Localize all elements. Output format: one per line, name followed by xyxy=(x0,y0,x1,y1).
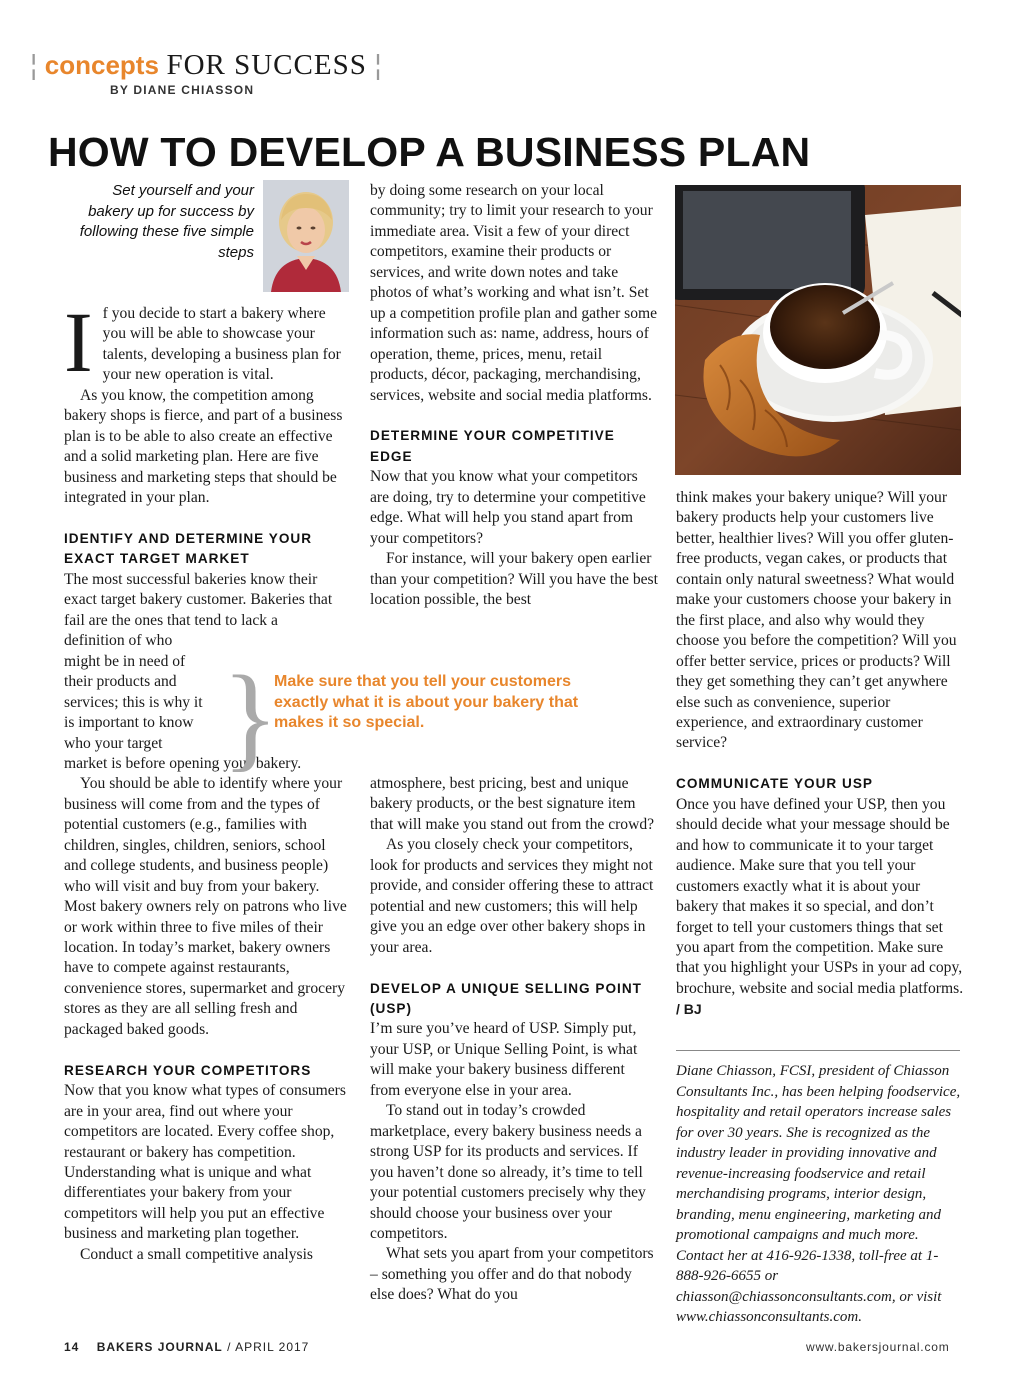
body-paragraph: Once you have defined your USP, then you should decide what your message should be and how to communicate it to your target audience. Make sure that you tell your customers exactly what it is about your bakery that makes it so special, and don’t forget to tell your customers things that set you apart from the competition. Make sure that you highlight your USPs in your ad copy, brochure, website and social media platforms. / BJ xyxy=(676,795,964,1018)
headline: HOW TO DEVELOP A BUSINESS PLAN xyxy=(48,129,811,175)
author-portrait xyxy=(263,180,349,292)
drop-cap: I xyxy=(64,294,93,390)
byline: BY DIANE CHIASSON xyxy=(110,83,255,97)
column-3 xyxy=(676,488,964,1021)
body-paragraph: Now that you know what types of consumers are in your area, find out where your competitors are located. Every coffee shop, restaurant or bakery has competition. Understanding what is unique and what differentiates your bakery from your competitors will help you put an effective business and marketing plan together. xyxy=(64,1082,346,1243)
body-paragraph: For instance, will your bakery open earlier than your competition? Will you have the best location possible, the best xyxy=(370,550,658,609)
subhead-research-competitors: RESEARCH YOUR COMPETITORS xyxy=(64,1062,312,1078)
body-paragraph: Now that you know what your competitors are doing, try to determine your competitive edge. What will help you stand apart from your competitors? xyxy=(370,468,646,547)
body-paragraph: atmosphere, best pricing, best and unique bakery products, or the best signature item that will make you stand out from the crowd? xyxy=(370,775,655,833)
page-number: 14 xyxy=(64,1340,80,1354)
coffee-croissant-photo xyxy=(675,185,961,475)
divider: ¦ xyxy=(374,49,382,80)
body-paragraph: by doing some research on your local community; try to limit your research to your immediate area. Visit a few of your direct competitors, examine their products or services, and write down notes and take photos of what’s working and what isn’t. Set up a competition profile plan and gather some information such as: name, address, hours of operation, theme, prices, menu, retail products, décor, packaging, merchandising, services, website and social media platforms. xyxy=(370,182,658,404)
section-title: FOR SUCCESS xyxy=(166,49,367,81)
column-1 xyxy=(64,294,348,1265)
footer-url: www.bakersjournal.com xyxy=(806,1340,950,1354)
section-header xyxy=(30,48,382,82)
divider: ¦ xyxy=(30,49,38,80)
column-2-bottom xyxy=(370,774,658,1306)
body-paragraph: What sets you apart from your competitors – something you offer and do that nobody else does? What do you xyxy=(370,1245,654,1304)
column-2-top xyxy=(370,181,658,611)
signoff: / BJ xyxy=(676,1001,702,1018)
body-paragraph: think makes your bakery unique? Will your bakery products help your customers live better, healthier lives? Will you offer gluten-free products, vegan cakes, or products that contain only natural sweetness? What would make your customers choose your bakery in the first place, and also why would they choose you before the competition? Will you offer better service, prices or products? Will they get something they can’t get anywhere else such as convenience, superior experience, and extraordinary customer service? xyxy=(676,489,957,752)
subhead-target-market: IDENTIFY AND DETERMINE YOUR EXACT TARGET MARKET xyxy=(64,530,313,567)
deck: Set yourself and your bakery up for success by following these five simple steps xyxy=(79,182,254,261)
journal-name: BAKERS JOURNAL xyxy=(96,1340,223,1354)
body-paragraph: To stand out in today’s crowded marketplace, every bakery business needs a strong USP for its products and services. If you haven’t done so already, it’s time to tell your potential customers precisely why they should choose your business over your competitors. xyxy=(370,1102,646,1242)
pull-quote-brace: } xyxy=(222,651,279,782)
body-paragraph: As you closely check your competitors, look for products and services they might not provide, and consider offering these to attract potential and new customers; this will help give you an edge over other bakery shops in your area. xyxy=(370,836,654,956)
body-paragraph: I’m sure you’ve heard of USP. Simply put, your USP, or Unique Selling Point, is what will make your bakery business different from everyone else in your area. xyxy=(370,1020,638,1099)
section-accent: concepts xyxy=(44,50,159,80)
subhead-competitive-edge: DETERMINE YOUR COMPETITIVE EDGE xyxy=(370,428,615,464)
intro-paragraph: f you decide to start a bakery where you will be able to showcase your talents, developing a business plan for your new operation is vital. xyxy=(102,305,341,384)
bio-divider xyxy=(676,1050,960,1051)
body-paragraph: Conduct a small competitive analysis xyxy=(80,1245,313,1263)
author-bio: Diane Chiasson, FCSI, president of Chiasson Consultants Inc., has been helping foodservice, hospitality and retail operators increase sales for over 30 years. She is recognized as the industry leader in providing innovative and revenue-increasing foodservice and retail merchandising programs, interior design, branding, menu engineering, marketing and promotional campaigns and much more. Contact her at 416-926-1338, toll-free at 1-888-926-6655 or chiasson@chiassonconsultants.com, or visit www.chiassonconsultants.com. xyxy=(676,1063,961,1325)
subhead-usp: DEVELOP A UNIQUE SELLING POINT (USP) xyxy=(370,980,642,1016)
pull-quote: Make sure that you tell your customers exactly what it is about your bakery that makes it so special. xyxy=(274,673,579,731)
footer-left xyxy=(64,1340,309,1354)
body-paragraph: You should be able to identify where your business will come from and the types of potential customers (e.g., families with children, singles, children, seniors, school and college students, and business people) who will visit and buy from your bakery. Most bakery owners rely on patrons who live or work within three to five miles of their location. In today’s market, bakery owners have to compete against restaurants, convenience stores, supermarket and grocery stores as they are all selling fresh and packaged baked goods. xyxy=(64,775,347,1038)
body-paragraph: As you know, the competition among bakery shops is fierce, and part of a business plan is to be able to also create an effective and a solid marketing plan. Here are five business and marketing steps that should be integrated in your plan. xyxy=(64,386,343,507)
issue-date: / APRIL 2017 xyxy=(227,1340,310,1354)
body-paragraph: The most successful bakeries know their exact target bakery customer. Bakeries that fail are the ones that tend to lack a definition of who might be in need of their products and services; this is why it is important to know who your target market is before opening your bakery. xyxy=(64,570,333,772)
subhead-communicate-usp: COMMUNICATE YOUR USP xyxy=(676,776,873,792)
